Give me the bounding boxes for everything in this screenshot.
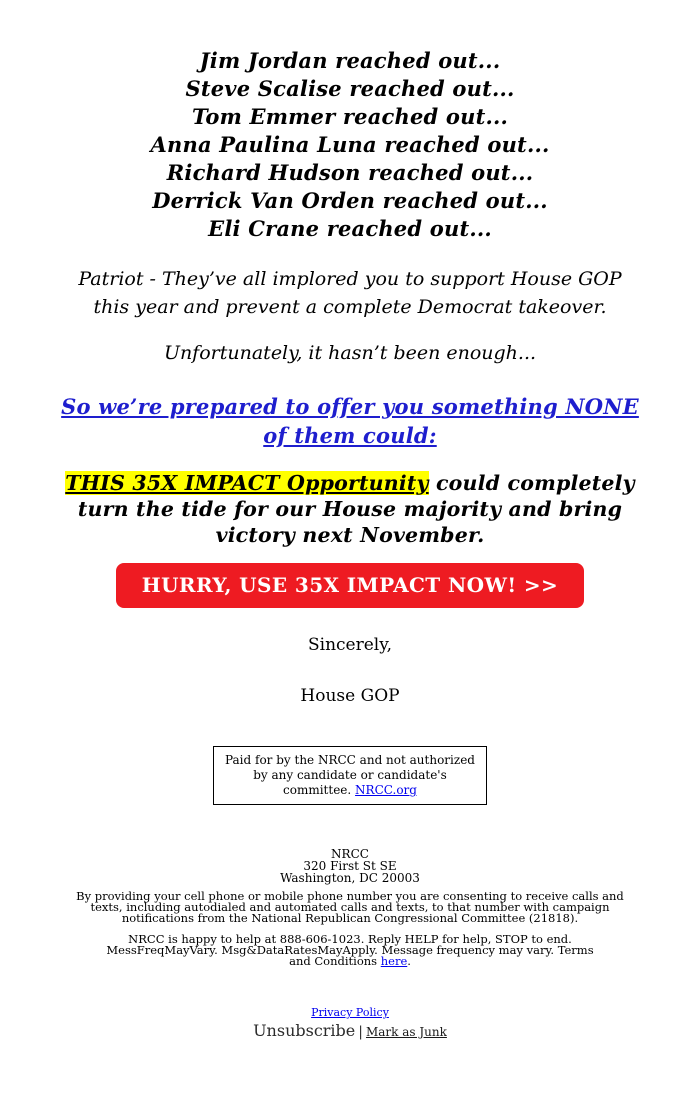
cta-button[interactable]: HURRY, USE 35X IMPACT NOW! >> (116, 563, 584, 608)
footer-address-block (0, 848, 700, 884)
privacy-policy-link[interactable]: Privacy Policy (311, 1006, 389, 1019)
impact-opportunity-link[interactable]: THIS 35X IMPACT Opportunity (65, 471, 429, 495)
signoff-text: Sincerely, (308, 635, 392, 655)
mark-as-junk-link[interactable]: Mark as Junk (365, 1025, 447, 1039)
paid-for-text: Paid for by the NRCC and not authorized by any candidate or candidate's committee. (224, 753, 475, 797)
footer-org-name: NRCC (331, 847, 369, 861)
help-suffix: . (407, 954, 411, 968)
footer-address-line2: Washington, DC 20003 (280, 871, 420, 885)
unfortunately-line: Unfortunately, it hasn’t been enough... (163, 342, 537, 364)
help-text: NRCC is happy to help at 888-606-1023. Reply HELP for help, STOP to end. MessFreqMayVary. Msg&DataRatesMayApply. Message frequency may vary. Terms and Conditions (106, 932, 594, 968)
privacy-row (0, 1007, 700, 1019)
signature-text: House GOP (300, 686, 400, 706)
headline-line: Tom Emmer reached out... (191, 104, 509, 129)
offer-paragraph (61, 392, 639, 450)
headline-line: Steve Scalise reached out... (185, 76, 515, 101)
headline-line: Anna Paulina Luna reached out... (150, 132, 550, 157)
footer-address-line1: 320 First St SE (303, 859, 397, 873)
consent-paragraph: By providing your cell phone or mobile phone number you are consenting to receive calls and texts, including autodialed and automated calls and texts, to that number with campaign notifications from the National Republican Congressional Committee (21818). (76, 889, 624, 925)
headline-line: Richard Hudson reached out... (166, 160, 534, 185)
help-paragraph (99, 934, 601, 967)
headline-block (0, 47, 700, 243)
impact-paragraph (54, 470, 646, 548)
nrcc-org-link[interactable]: NRCC.org (355, 783, 417, 797)
headline-line: Jim Jordan reached out... (199, 48, 501, 73)
cta-row (0, 563, 700, 608)
unsubscribe-row (0, 1021, 700, 1040)
impact-text: could completely turn the tide for our House majority and bring victory next November. (77, 471, 635, 547)
headline-line: Derrick Van Orden reached out... (152, 188, 548, 213)
unsubscribe-link[interactable]: Unsubscribe (253, 1021, 356, 1040)
headline-line: Eli Crane reached out... (208, 216, 492, 241)
offer-link[interactable]: So we’re prepared to offer you something NONE of them could: (61, 394, 639, 448)
paid-for-disclaimer-box (213, 746, 487, 805)
patriot-paragraph: Patriot - They’ve all implored you to support House GOP this year and prevent a complete Democrat takeover. (78, 268, 622, 318)
terms-here-link[interactable]: here (380, 954, 408, 968)
separator: | (358, 1024, 363, 1040)
